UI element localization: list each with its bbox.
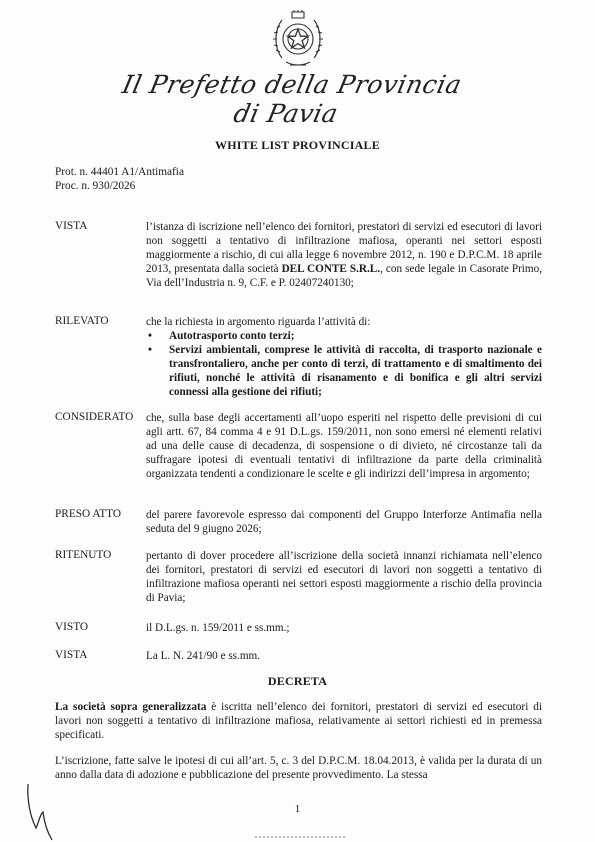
- section-label: VISTA: [55, 649, 88, 661]
- protocol-block: [55, 165, 184, 193]
- company-name: DEL CONTE S.R.L.: [281, 263, 381, 275]
- bold-lead: La società sopra generalizzata: [55, 701, 207, 713]
- section-label: VISTO: [55, 621, 89, 633]
- prefect-title: Il Prefetto della Provincia di Pavia: [119, 70, 465, 128]
- protocol-number: Prot. n. 44401 A1/Antimafia: [55, 166, 184, 178]
- section-text: che, sulla base degli accertamenti all’uopo esperiti nel rispetto delle previsioni di cui agli artt. 67, 84 comma 4 e 91 D.L.gs. 159/2011, non sono emersi né elementi relativi ad una delle cause di decadenza, di sospensione o di divieto, né circostanze tali da suffragare ipotesi di eventuali tentativi di infiltrazione da parte della criminalità organizzata tendenti a condizionare le scelte e gli indirizzi dell’impresa in argomento;: [146, 412, 542, 480]
- section-label: RITENUTO: [55, 549, 112, 561]
- section-text: il D.L.gs. n. 159/2011 e ss.mm.;: [146, 622, 290, 634]
- signature-mark-icon: [22, 782, 62, 842]
- section-text: [146, 315, 542, 399]
- page-edge-marks: [255, 836, 345, 841]
- document-title: WHITE LIST PROVINCIALE: [215, 138, 380, 152]
- republic-emblem-icon: [272, 8, 324, 68]
- section-label: CONSIDERATO: [55, 411, 134, 423]
- activity-list: [146, 329, 542, 399]
- text-span: è iscritta nell’elenco dei fornitori, prestatori di servizi ed esecutori di lavori non soggetti a tentativo di infiltrazione mafiosa, relativamente ai settori richiesti ed in premessa specificati.: [55, 701, 542, 741]
- section-text: [146, 220, 542, 290]
- section-label: PRESO ATTO: [55, 508, 122, 520]
- section-label: RILEVATO: [55, 315, 109, 327]
- section-text: del parere favorevole espresso dai componenti del Gruppo Interforze Antimafia nella seduta del 9 giugno 2026;: [146, 509, 542, 535]
- decreta-paragraph-2: L’iscrizione, fatte salve le ipotesi di cui all’art. 5, c. 3 del D.P.C.M. 18.04.2013, è valida per la durata di un anno dalla data di adozione e pubblicazione del presente provvedimento. La stessa: [55, 755, 542, 781]
- text-span: , con sede legale in Casorate Primo, Via dell’Industria n. 9, C.F. e P. 02407240130;: [146, 263, 542, 289]
- section-text: pertanto di dover procedere all’iscrizione della società innanzi richiamata nell’elenco dei fornitori, prestatori di servizi ed esecutori di lavori non soggetti a tentativo di infiltrazione mafiosa operanti nei settori esposti maggiormente a rischio della provincia di Pavia;: [146, 550, 542, 604]
- decreta-heading: DECRETA: [267, 674, 328, 688]
- procedure-number: Proc. n. 930/2026: [55, 180, 136, 192]
- page-number: 1: [294, 803, 301, 815]
- text-span: l’istanza di iscrizione nell’elenco dei fornitori, prestatori di servizi ed esecutori di lavori non soggetti a tentativo di infiltrazione mafiosa, operanti nei settori esposti maggiormente a rischio, di cui alla legge 6 novembre 2012, n. 190 e D.P.C.M. 18 aprile 2013, presentata dalla società: [146, 221, 542, 275]
- list-item: • Servizi ambientali, comprese le attività di raccolta, di trasporto nazionale e transfrontaliero, anche per conto di terzi, di trattamento e di smaltimento dei rifiuti, nonché le attività di risanamento e di bonifica e gli altri servizi connessi alla gestione dei rifiuti;: [169, 343, 542, 399]
- section-text: La L. N. 241/90 e ss.mm.: [146, 650, 261, 662]
- list-item: • Autotrasporto conto terzi;: [169, 329, 542, 343]
- section-intro: che la richiesta in argomento riguarda l’attività di:: [146, 316, 371, 328]
- decreta-paragraph-1: [55, 700, 542, 742]
- section-label: VISTA: [55, 220, 88, 232]
